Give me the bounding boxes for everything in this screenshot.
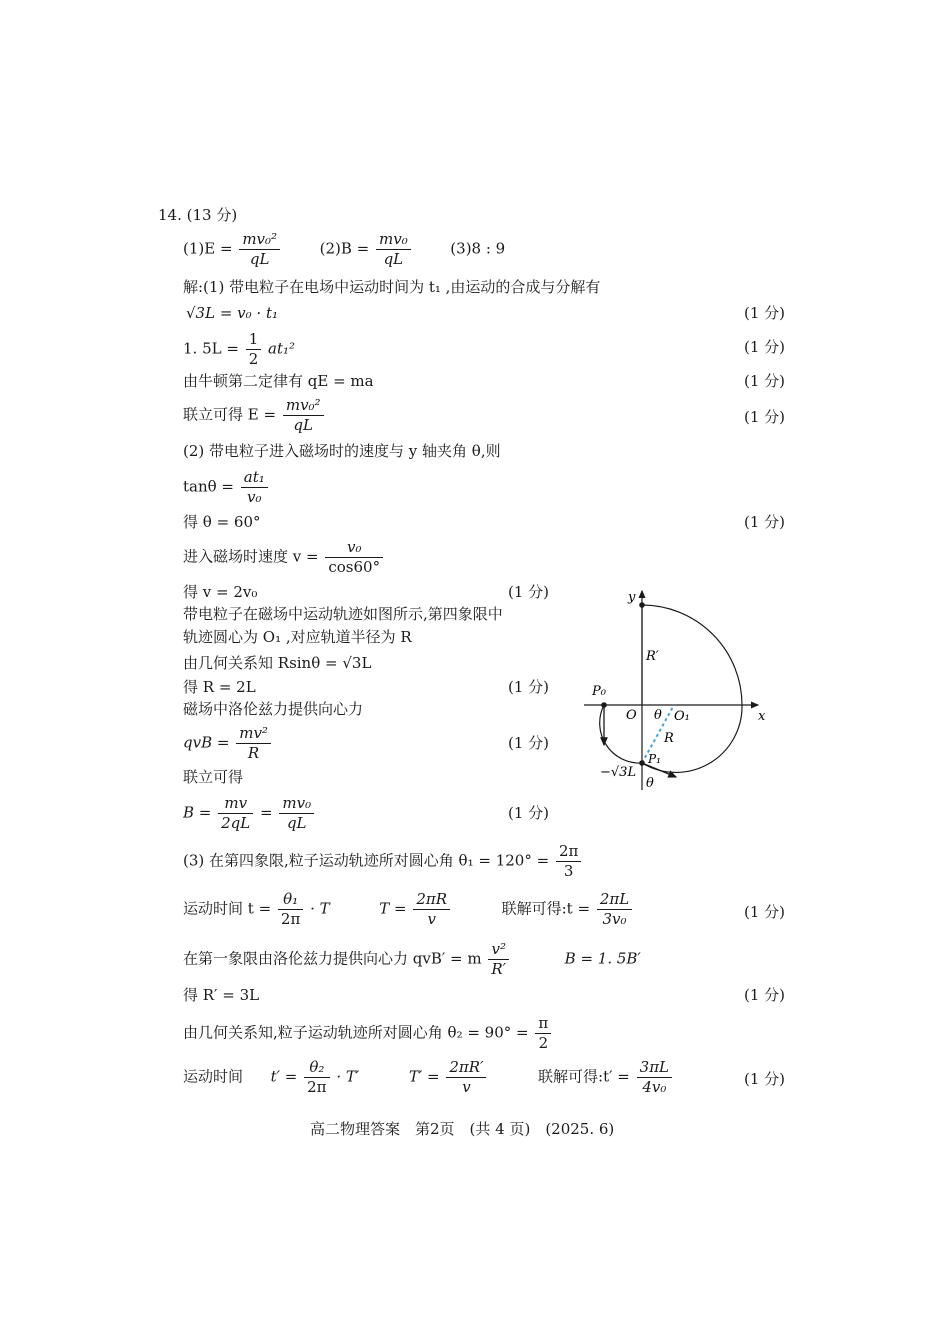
part3-intro (183, 842, 583, 881)
fraction (283, 396, 324, 435)
eq-left: 运动时间 t = (183, 899, 272, 918)
points-badge: (1 分) (508, 734, 550, 752)
part2-lorentz: 磁场中洛伦兹力提供向心力 (183, 700, 364, 718)
fraction (413, 890, 450, 929)
part1-eq1: √3L = v₀ · t₁ (186, 304, 278, 322)
frac-den: v (462, 1077, 471, 1096)
frac-num: 2πR′ (446, 1058, 486, 1078)
frac-den: 2 (538, 1033, 549, 1052)
fraction (241, 468, 268, 507)
part3-geom2 (183, 1014, 553, 1053)
points-badge: (1 分) (744, 304, 786, 322)
frac-den: R (247, 743, 260, 762)
frac-den: 3v₀ (602, 909, 627, 928)
fraction (325, 538, 383, 577)
origin-label: O (626, 708, 637, 723)
frac-num: mv₀² (239, 230, 280, 250)
b-ratio: B = 1. 5B′ (564, 949, 641, 968)
part2-v-result: 得 v = 2v₀ (183, 583, 258, 601)
frac-den: R′ (491, 959, 507, 978)
part2-theta: 得 θ = 60° (183, 513, 261, 531)
eq-right: · T (310, 899, 330, 918)
part1-intro: 解:(1) 带电粒子在电场中运动时间为 t₁ ,由运动的合成与分解有 (183, 278, 601, 296)
frac-num: 3πL (637, 1058, 672, 1078)
fraction (278, 890, 303, 929)
eq-left: T = (379, 899, 407, 918)
neg-sqrt3l-label: −√3L (600, 765, 637, 780)
part3-r-prime: 得 R′ = 3L (183, 986, 260, 1004)
frac-den: v (427, 909, 436, 928)
frac-num: mv (218, 794, 253, 814)
eq-right: · T′ (336, 1067, 360, 1086)
frac-den: qL (293, 415, 313, 434)
fraction (236, 724, 271, 763)
p0-point (601, 702, 607, 708)
points-badge: (1 分) (744, 372, 786, 390)
problem-number: 14. (13 分) (158, 206, 238, 224)
points-badge: (1 分) (744, 408, 786, 426)
frac-num: θ₁ (278, 890, 303, 910)
frac-num: mv₀² (283, 396, 324, 416)
part2-desc2: 轨迹圆心为 O₁ ,对应轨道半径为 R (183, 628, 412, 646)
trajectory-figure (580, 585, 780, 800)
fraction (637, 1058, 672, 1097)
eq-left: 进入磁场时速度 v = (183, 547, 319, 566)
fraction (535, 1014, 551, 1053)
equals-sign: = (260, 803, 273, 822)
points-badge: (1 分) (744, 1070, 786, 1088)
part2-combine: 联立可得 (183, 768, 244, 786)
points-badge: (1 分) (744, 903, 786, 921)
eq-left: T′ = (408, 1067, 440, 1086)
eq-left: t′ = (270, 1067, 298, 1086)
frac-num: mv₀ (376, 230, 411, 250)
p1-label: P₁ (648, 752, 661, 766)
eq-left: 在第一象限由洛伦兹力提供向心力 qvB′ = m (183, 949, 482, 968)
eq-left: qvB = (183, 733, 230, 752)
y-label: y (628, 590, 636, 605)
eq-left: 1. 5L = (183, 339, 239, 358)
part2-desc1: 带电粒子在磁场中运动轨迹如图所示,第四象限中 (183, 605, 503, 623)
part2-tan (183, 468, 270, 507)
r-prime-label: R′ (646, 649, 659, 664)
frac-num: at₁ (241, 468, 268, 488)
top-point (639, 602, 645, 608)
points-badge: (1 分) (744, 338, 786, 356)
o1-label: O₁ (674, 709, 690, 724)
answer-2-fraction (376, 230, 411, 269)
fraction (304, 1058, 329, 1097)
frac-num: v₀ (325, 538, 383, 558)
eq-left: B = (183, 803, 212, 822)
frac-den: qL (286, 813, 307, 832)
points-badge: (1 分) (508, 804, 550, 822)
eq-left: 由几何关系知,粒子运动轨迹所对圆心角 θ₂ = 90° = (183, 1023, 529, 1042)
fraction (556, 842, 581, 881)
frac-num: 2πL (597, 890, 632, 910)
part2-v (183, 538, 385, 577)
frac-num: 1 (246, 330, 262, 350)
frac-num: 2π (556, 842, 581, 862)
frac-den: 2π (307, 1077, 327, 1096)
frac-num: 2πR (413, 890, 450, 910)
part3-tprime-line (183, 1058, 674, 1097)
part1-eq2 (183, 330, 295, 369)
fraction (246, 330, 262, 369)
answers-line (183, 230, 505, 269)
eq-left: 联解可得:t′ = (538, 1067, 630, 1086)
r-label: R (664, 731, 674, 746)
points-badge: (1 分) (508, 583, 550, 601)
frac-den: 4v₀ (642, 1077, 667, 1096)
frac-num: mv² (236, 724, 271, 744)
frac-den: v₀ (247, 487, 262, 506)
frac-num: mv₀ (279, 794, 314, 814)
part2-b (183, 794, 316, 833)
part3-q1-line (183, 940, 641, 979)
points-badge: (1 分) (744, 986, 786, 1004)
eq-left: 联解可得:t = (501, 899, 591, 918)
eq-left: tanθ = (183, 477, 234, 496)
eq-left: (3) 在第四象限,粒子运动轨迹所对圆心角 θ₁ = 120° = (183, 851, 550, 870)
frac-num: v² (488, 940, 509, 960)
page-footer: 高二物理答案 第2页 (共 4 页) (2025. 6) (310, 1120, 615, 1138)
fraction (279, 794, 314, 833)
part3-time-line (183, 890, 634, 929)
part2-intro: (2) 带电粒子进入磁场时的速度与 y 轴夹角 θ,则 (183, 442, 501, 460)
eq-right: at₁² (268, 339, 296, 358)
theta-label: θ (654, 708, 662, 723)
p0-label: P₀ (592, 684, 606, 699)
answer-3: (3)8 : 9 (450, 239, 506, 258)
part1-eq3: 由牛顿第二定律有 qE = ma (183, 372, 374, 390)
p1-point (639, 760, 645, 766)
answer-2-label: (2)B = (319, 239, 370, 258)
part2-geom: 由几何关系知 Rsinθ = √3L (183, 654, 372, 672)
fraction (597, 890, 632, 929)
part2-r-result: 得 R = 2L (183, 678, 256, 696)
frac-den: 2 (248, 349, 259, 368)
frac-num: π (535, 1014, 551, 1034)
points-badge: (1 分) (508, 678, 550, 696)
frac-den: 2π (280, 909, 301, 928)
eq-label: 运动时间 (183, 1067, 244, 1086)
frac-den: qL (249, 249, 270, 268)
frac-num: θ₂ (304, 1058, 329, 1078)
answer-1-label: (1)E = (183, 239, 233, 258)
part1-eq4 (183, 396, 326, 435)
x-label: x (758, 709, 766, 724)
frac-den: cos60° (328, 557, 381, 576)
fraction (446, 1058, 486, 1097)
eq-left: 联立可得 E = (183, 405, 277, 424)
fraction (488, 940, 509, 979)
frac-den: 3 (563, 861, 574, 880)
fraction (218, 794, 253, 833)
frac-den: qL (383, 249, 404, 268)
answer-1-fraction (239, 230, 280, 269)
points-badge: (1 分) (744, 513, 786, 531)
theta2-label: θ (646, 776, 654, 791)
part2-qvb (183, 724, 273, 763)
frac-den: 2qL (221, 813, 251, 832)
